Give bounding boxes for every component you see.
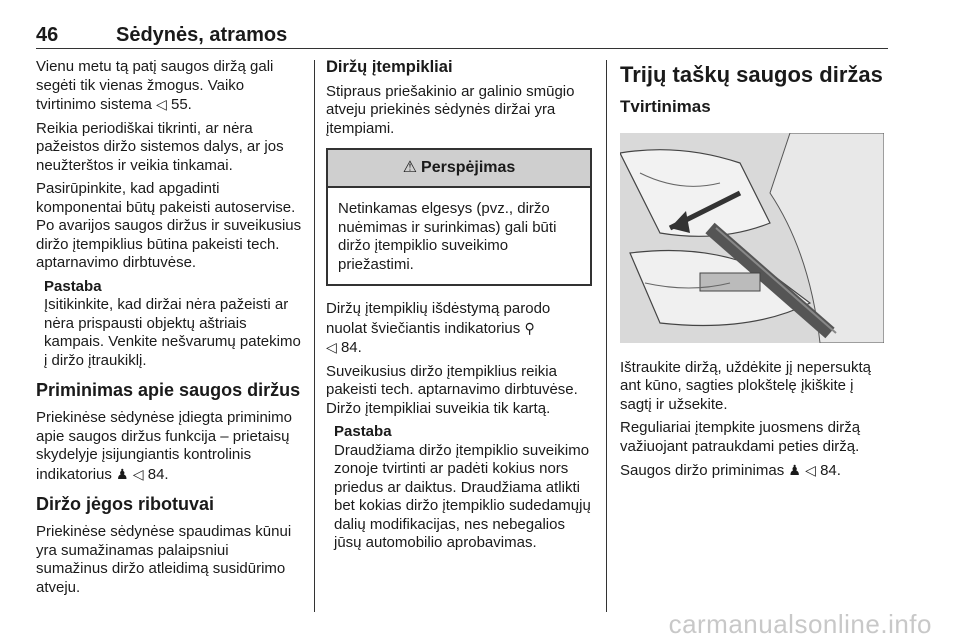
page-title: Sėdynės, atramos <box>116 24 288 46</box>
section-heading: Diržo jėgos ribotuvai <box>36 494 215 514</box>
page-ref[interactable]: 84. <box>340 339 362 356</box>
note <box>36 278 302 371</box>
seatbelt-reminder-icon: ♟ <box>788 462 801 478</box>
watermark: carmanualsonline.info <box>668 609 932 639</box>
note-label: Pastaba <box>44 277 102 295</box>
page-ref[interactable]: 84. <box>820 462 841 479</box>
paragraph <box>620 461 888 481</box>
section-heading: Priminimas apie saugos diržus <box>36 380 301 400</box>
page-number: 46 <box>36 24 59 46</box>
page-header <box>36 10 888 48</box>
paragraph: Suveikusius diržo įtempiklius reikia pakeisti tech. aptarnavimo dirbtuvėse. Diržo įtempikliai suveikia tik kartą. <box>326 362 578 417</box>
paragraph: Priekinėse sėdynėse spaudimas kūnui yra sumažinamas palaipsniui sumažinus diržo atleidimą susidūrimo atveju. <box>36 523 292 596</box>
warning-text: Netinkamas elgesys (pvz., diržo nuėmimas ir surinkimas) gali būti diržo įtempiklio suveikimo priežastimi. <box>338 200 557 273</box>
paragraph-text: Saugos diržo priminimas <box>620 462 785 479</box>
column-1 <box>36 58 302 602</box>
page-ref-icon: ◁ <box>132 465 144 482</box>
page-ref[interactable]: 84. <box>147 465 169 483</box>
paragraph: Reikia periodiškai tikrinti, ar nėra pažeistos diržo sistemos dalys, ar jos neužterštos ir veikia tinkamai. <box>36 119 284 174</box>
paragraph <box>36 58 302 115</box>
seatbelt-reminder-icon: ♟ <box>116 465 129 482</box>
page-ref[interactable]: 55. <box>170 96 192 113</box>
seatbelt-drawing <box>620 133 884 343</box>
page-ref-icon: ◁ <box>805 462 816 478</box>
paragraph: Pasirūpinkite, kad apgadinti komponentai būtų pakeisti autoservise. Po avarijos saugos diržus ir suveikusius diržo įtempiklius būtina pakeisti tech. aptarnavimo dirbtuvėse. <box>36 180 302 271</box>
seatbelt-illustration <box>620 133 884 343</box>
note-text: Įsitikinkite, kad diržai nėra pažeisti ar nėra prispausti objektų aštriais kampais. Venkite nešvarumų patekimo į diržo įtraukiklį. <box>44 296 301 369</box>
section-heading: Diržų įtempikliai <box>326 58 453 76</box>
column-3 <box>620 58 888 486</box>
section-heading: Trijų taškų saugos diržas <box>620 62 883 87</box>
warning-box <box>326 148 592 286</box>
paragraph <box>36 409 302 484</box>
paragraph: Stipraus priešakinio ar galinio smūgio atveju priekinės sėdynės diržai yra įtempiami. <box>326 82 575 137</box>
airbag-indicator-icon: ⚲ <box>524 319 535 336</box>
note-label: Pastaba <box>334 423 392 440</box>
paragraph: Reguliariai įtempkite juosmens diržą važiuojant patraukdami peties diržą. <box>620 419 861 455</box>
paragraph-text: Diržų įtempiklių išdėstymą parodo nuolat šviečiantis indikatorius <box>326 300 551 337</box>
note <box>326 423 592 553</box>
subheading: Tvirtinimas <box>620 97 711 116</box>
note-text: Draudžiama diržo įtempiklio suveikimo zonoje tvirtinti ar padėti kokius nors priedus ar daiktus. Draudžiama atlikti bet kokias diržo įtempiklio sudedamųjų dalių modifikacijas, nes nebegalios jūsų automobilio aprobavimas. <box>334 441 591 551</box>
warning-title: Perspėjimas <box>421 158 516 176</box>
header-rule <box>36 48 888 49</box>
paragraph-text: Vienu metu tą patį saugos diržą gali segėti tik vienas žmogus. Vaiko tvirtinimo sistema <box>36 58 274 113</box>
page-ref-icon: ◁ <box>156 96 167 112</box>
column-divider-1 <box>314 60 315 612</box>
warning-header <box>328 150 590 188</box>
paragraph <box>326 300 592 358</box>
column-divider-2 <box>606 60 607 612</box>
paragraph: Ištraukite diržą, uždėkite jį nepersuktą ant kūno, sagties plokštelę įkiškite į sagtį ir užsekite. <box>620 358 871 413</box>
page-ref-icon: ◁ <box>326 339 337 355</box>
paragraph-text: Priekinėse sėdynėse įdiegta priminimo apie saugos diržus funkcija – prietaisų skydelyje įsijungiantis kontrolinis indikatorius <box>36 409 292 483</box>
column-2 <box>326 58 592 558</box>
warning-triangle-icon: ⚠ <box>402 158 418 176</box>
